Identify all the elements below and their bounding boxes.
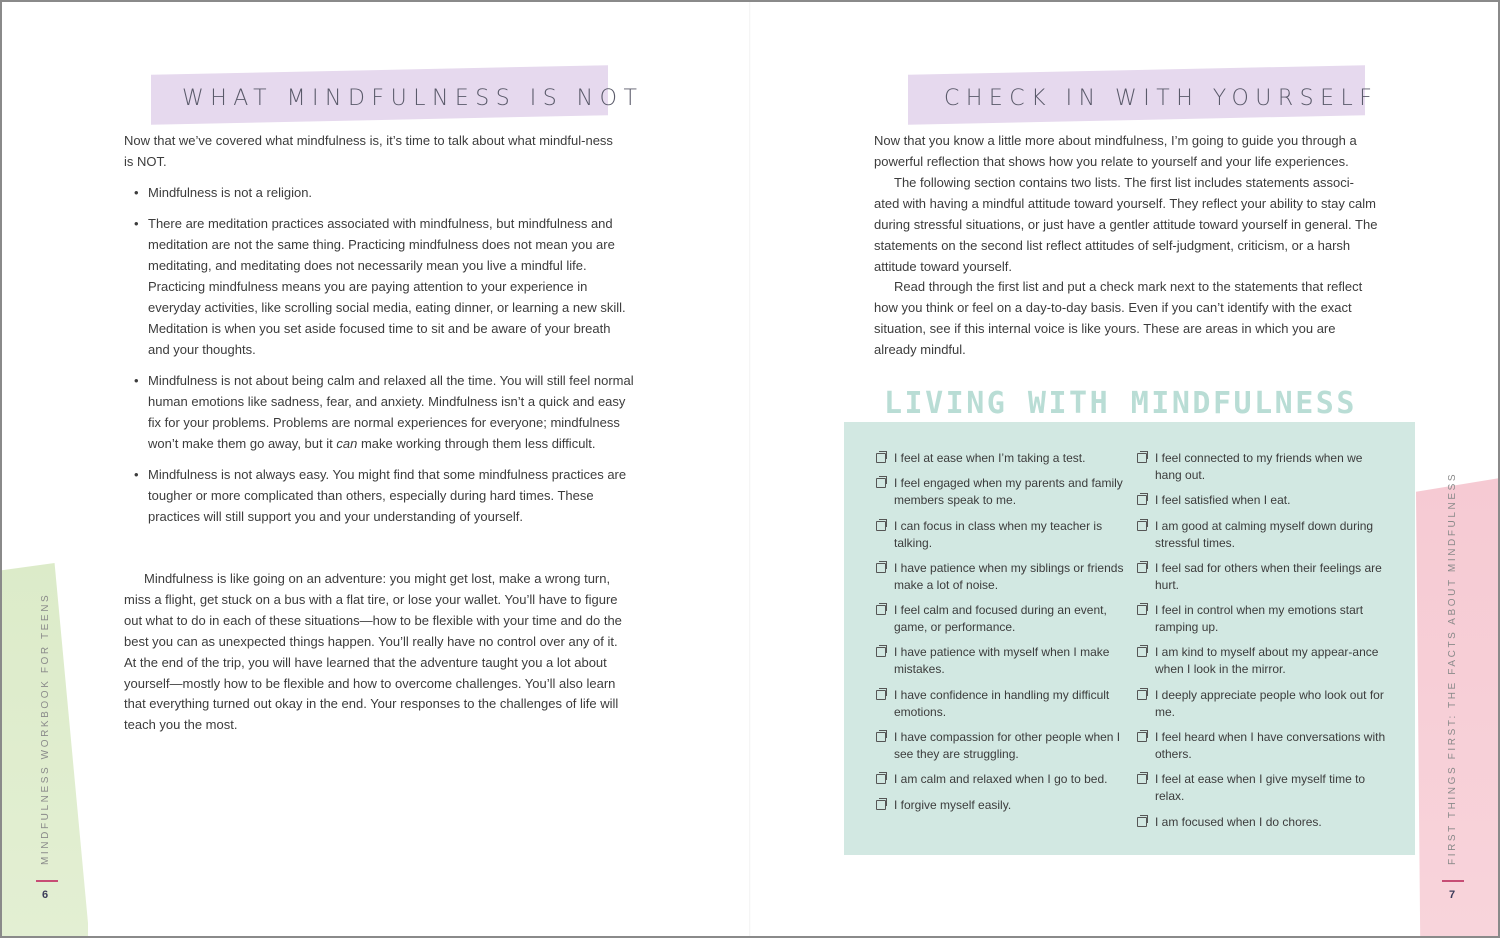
checklist-item <box>876 729 1126 763</box>
checkbox-icon[interactable] <box>1137 563 1147 573</box>
checklist-item <box>1137 518 1387 552</box>
left-page-number-rule <box>36 880 58 882</box>
right-running-head: FIRST THINGS FIRST: THE FACTS ABOUT MINDFULNESS <box>1447 471 1458 865</box>
right-paragraph-2: The following section contains two lists. The first list includes statements associ-ated with having a mindful attitude toward yourself. They reflect your ability to stay calm during stressful situations, or just have a gentler attitude toward yourself in general. The statements on the second list reflect attitudes of self-judgment, criticism, or a harsh attitude toward yourself. <box>874 175 1378 274</box>
checklist-item-text: I have patience with myself when I make mistakes. <box>894 645 1110 677</box>
checkbox-icon[interactable] <box>1137 495 1147 505</box>
left-adventure-paragraph: Mindfulness is like going on an adventure: you might get lost, make a wrong turn, miss a flight, get stuck on a bus with a flat tire, or lose your wallet. You’ll have to figure out what to do in each of these situations—how to be flexible with your time and do the best you can as unexpected things happen. You’ll really have no control over any of it. At the end of the trip, you will have learned that the adventure taught you a lot about yourself—mostly how to be flexible and how to overcome challenges. You’ll also learn that everything turned out okay in the end. Your responses to the challenges of life will teach you the most. <box>124 571 622 733</box>
checklist-item <box>1137 771 1387 805</box>
page-gutter <box>749 0 751 938</box>
checkbox-icon[interactable] <box>876 732 886 742</box>
checkbox-icon[interactable] <box>1137 817 1147 827</box>
left-page-number: 6 <box>42 889 49 901</box>
right-page-number-rule <box>1442 880 1464 882</box>
checklist-item-text: I feel heard when I have conversations with others. <box>1155 730 1386 762</box>
checkbox-icon[interactable] <box>876 774 886 784</box>
checklist-item <box>1137 814 1387 831</box>
right-paragraph-1: Now that you know a little more about mindfulness, I’m going to guide you through a powerful reflection that shows how you relate to yourself and your life experiences. <box>874 133 1357 169</box>
checkbox-icon[interactable] <box>1137 453 1147 463</box>
checklist-item-text: I have compassion for other people when I see they are struggling. <box>894 730 1121 762</box>
checkbox-icon[interactable] <box>876 563 886 573</box>
checklist-item <box>876 475 1126 509</box>
checklist-item-text: I feel in control when my emotions start ramping up. <box>1155 603 1364 635</box>
right-paragraph-3: Read through the first list and put a check mark next to the statements that reflect how you think or feel on a day-to-day basis. Even if you can’t identify with the exact situation, see if this internal voice is like yours. These are areas in which you are already mindful. <box>874 279 1363 357</box>
checklist-item-text: I feel sad for others when their feelings are hurt. <box>1155 560 1382 592</box>
emphasis-text: can <box>336 435 358 451</box>
checklist-column-left <box>876 450 1126 822</box>
checklist-item <box>1137 450 1387 484</box>
bullet-item <box>134 371 634 455</box>
checklist-item <box>1137 644 1387 678</box>
checklist-item <box>876 644 1126 678</box>
checklist-item-text: I am kind to myself about my appear-ance when I look in the mirror. <box>1155 645 1379 677</box>
checklist-title: LIVING WITH MINDFULNESS <box>884 386 1357 421</box>
left-running-head: MINDFULNESS WORKBOOK FOR TEENS <box>40 592 51 865</box>
checklist-item-text: I feel connected to my friends when we hang out. <box>1155 451 1363 482</box>
checkbox-icon[interactable] <box>876 521 886 531</box>
checklist-item <box>1137 560 1387 594</box>
checkbox-icon[interactable] <box>1137 774 1147 784</box>
bullet-item: • Mindfulness is not a religion. <box>134 183 634 204</box>
checkbox-icon[interactable] <box>876 478 886 488</box>
checkbox-icon[interactable] <box>876 647 886 657</box>
checklist-item <box>1137 492 1387 509</box>
bullet-item: • There are meditation practices associated with mindfulness, but mindfulness and meditation are not the same thing. Practicing mindfulness does not mean you are meditating, and meditating does not necessarily mean you live a mindful life. Practicing mindfulness means you are paying attention to your experience in everyday activities, like scrolling social media, eating dinner, or learning a new skill. Meditation is when you set aside focused time to sit and be aware of your breath and your thoughts. <box>134 214 634 360</box>
checklist-item <box>876 450 1126 467</box>
checklist-item <box>1137 729 1387 763</box>
checkbox-icon[interactable] <box>876 690 886 700</box>
checkbox-icon[interactable] <box>1137 521 1147 531</box>
left-page-title: WHAT MINDFULNESS IS NOT <box>182 86 644 111</box>
checkbox-icon[interactable] <box>1137 605 1147 615</box>
checklist-item-text: I am focused when I do chores. <box>1155 814 1322 829</box>
checklist-item-text: I forgive myself easily. <box>894 797 1012 812</box>
checklist-item <box>1137 602 1387 636</box>
checklist-item <box>876 771 1126 788</box>
right-page-title: CHECK IN WITH YOURSELF <box>944 86 1379 111</box>
checkbox-icon[interactable] <box>876 605 886 615</box>
checkbox-icon[interactable] <box>1137 732 1147 742</box>
checklist-item-text: I have patience when my siblings or friends make a lot of noise. <box>894 560 1124 592</box>
bullet-item: • Mindfulness is not always easy. You might find that some mindfulness practices are tougher or more complicated than others, especially during hard times. These practices will still support you and your understanding of yourself. <box>134 465 634 528</box>
checklist-item <box>876 602 1126 636</box>
checklist-item-text: I feel at ease when I give myself time to relax. <box>1155 772 1366 804</box>
right-margin-stripe <box>1416 478 1500 938</box>
checklist-item-text: I feel calm and focused during an event, game, or performance. <box>894 603 1107 635</box>
checklist-item-text: I feel engaged when my parents and family members speak to me. <box>894 476 1123 508</box>
checklist-item <box>1137 687 1387 721</box>
checklist-item-text: I feel at ease when I’m taking a test. <box>894 451 1086 465</box>
checklist-item-text: I can focus in class when my teacher is talking. <box>894 518 1103 550</box>
checkbox-icon[interactable] <box>876 800 886 810</box>
checkbox-icon[interactable] <box>1137 690 1147 700</box>
bullet-text: Mindfulness is not about being calm and relaxed all the time. You will still feel normal human emotions like sadness, fear, and anxiety. Mindfulness isn’t a quick and easy fix for your problems. Problems are normal experiences for everyone; mindfulness won’t make them go away, but it <box>148 372 634 451</box>
right-page-number: 7 <box>1449 889 1456 901</box>
checklist-item <box>876 518 1126 552</box>
left-intro-paragraph: Now that we’ve covered what mindfulness is, it’s time to talk about what mindful-ness is NOT. <box>124 133 613 169</box>
checklist-item-text: I have confidence in handling my difficult emotions. <box>894 687 1110 719</box>
checklist-item-text: I feel satisfied when I eat. <box>1155 493 1291 508</box>
checkbox-icon[interactable] <box>1137 647 1147 657</box>
checklist-item <box>876 560 1126 594</box>
left-bullet-list <box>134 183 634 538</box>
bullet-text-tail: make working through them less difficult. <box>357 435 596 451</box>
checklist-column-right <box>1137 450 1387 839</box>
checklist-item-text: I am calm and relaxed when I go to bed. <box>894 772 1108 787</box>
checkbox-icon[interactable] <box>876 453 886 463</box>
checklist-item <box>876 687 1126 721</box>
checklist-item-text: I deeply appreciate people who look out for me. <box>1155 687 1384 719</box>
checklist-item-text: I am good at calming myself down during stressful times. <box>1155 518 1374 550</box>
checklist-item <box>876 797 1126 814</box>
